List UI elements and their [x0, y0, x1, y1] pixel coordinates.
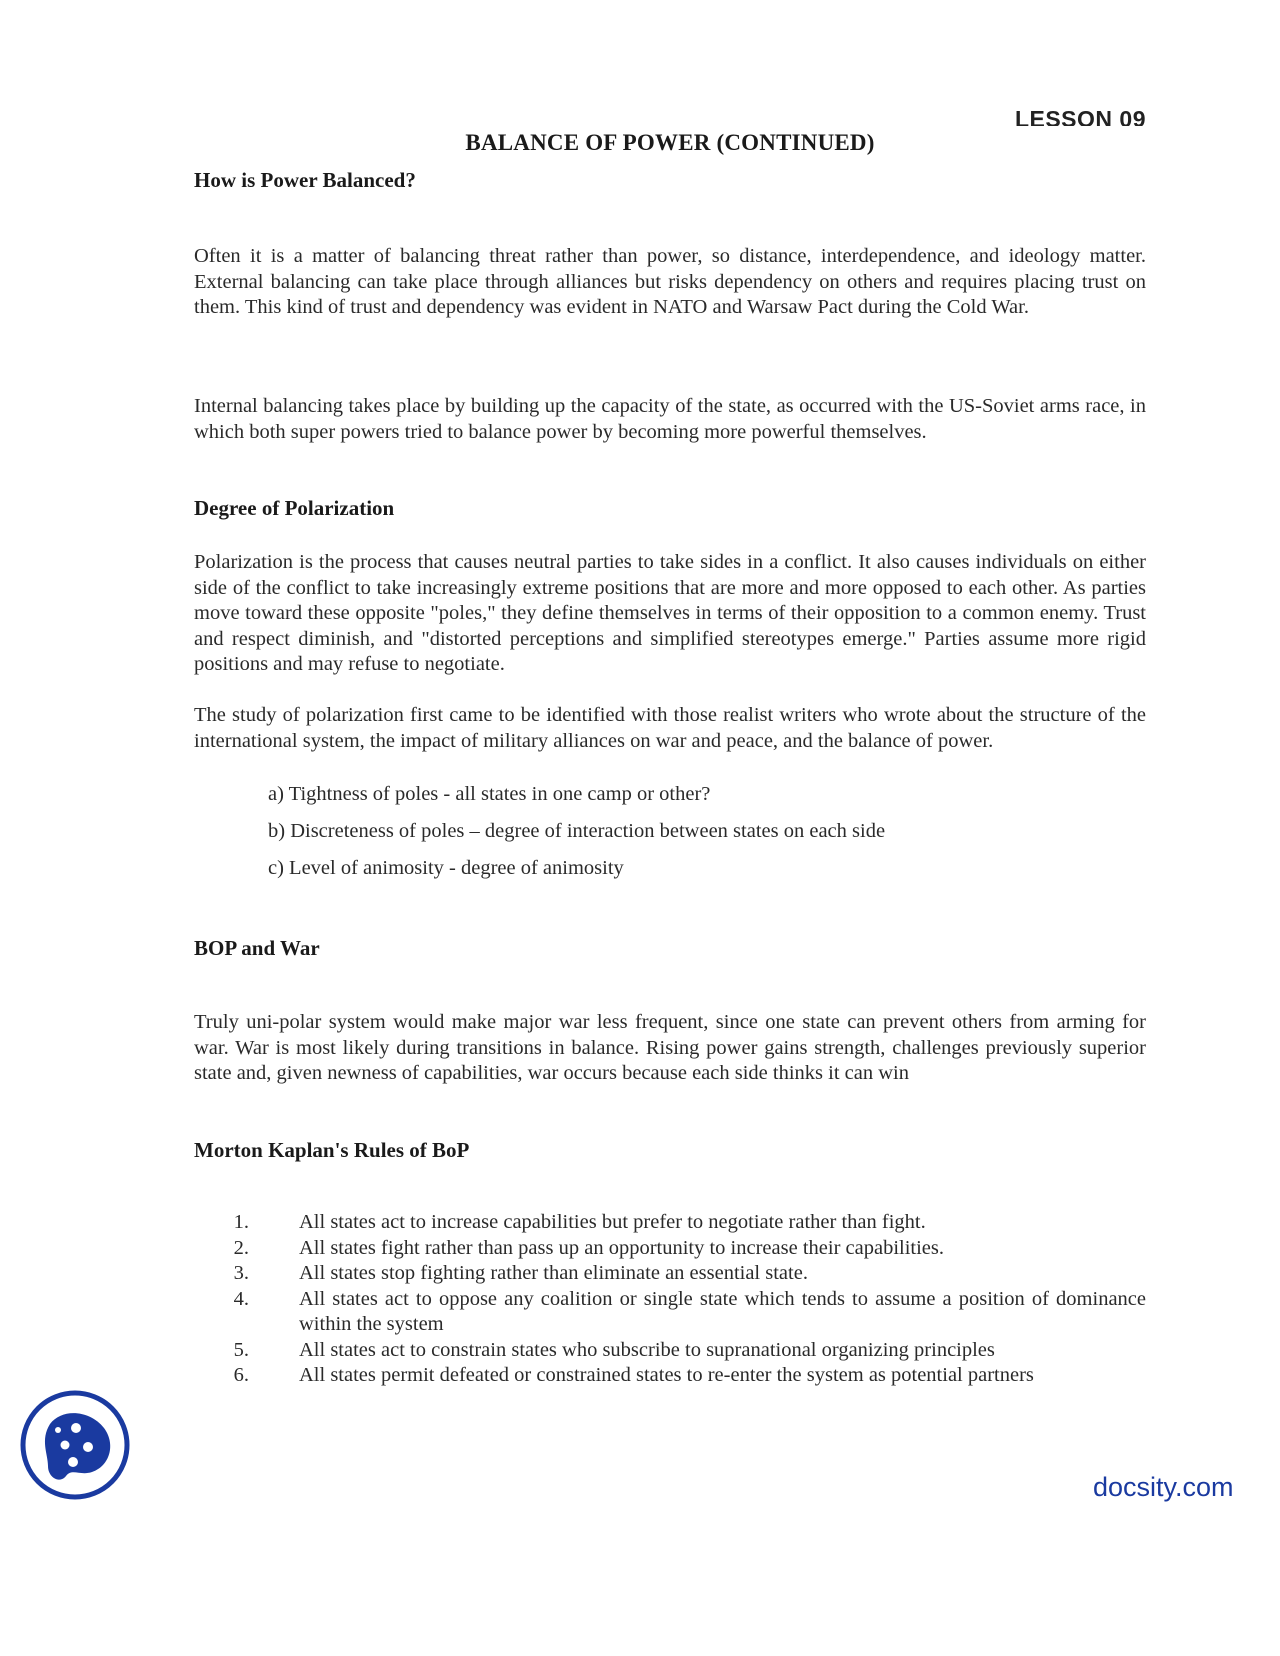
- section-heading-polarization: Degree of Polarization: [194, 496, 395, 520]
- paragraph-bop-war: Truly uni-polar system would make major war less frequent, since one state can prevent others from arming for war. War is most likely during transitions in balance. Rising power gains strength, challenges previously superior state and, given newness of capabilities, war occurs because each side thinks it can win: [194, 1011, 1146, 1084]
- rule-number: 6.: [233, 1364, 249, 1386]
- paragraph-polarization-study: The study of polarization first came to be identified with those realist writers who wrote about the structure of the international system, the impact of military alliances on war and peace, and the balance of power.: [194, 704, 1146, 752]
- list-item: [194, 1363, 1146, 1389]
- lesson-number: LESSON 09: [1014, 106, 1146, 126]
- rule-number: 3.: [233, 1262, 249, 1284]
- section-heading-bop-war: BOP and War: [194, 936, 320, 960]
- rule-text: All states act to constrain states who subscribe to supranational organizing principles: [299, 1338, 995, 1361]
- docsity-logo-icon[interactable]: [20, 1390, 130, 1500]
- rule-text: All states act to increase capabilities but prefer to negotiate rather than fight.: [299, 1211, 926, 1233]
- list-item: c) Level of animosity - degree of animosity: [268, 857, 624, 879]
- section-heading-power-balanced: How is Power Balanced?: [194, 168, 416, 192]
- list-item: [194, 1210, 1146, 1236]
- kaplan-rules-list: [194, 1210, 1146, 1389]
- list-item: [194, 1287, 1146, 1338]
- paragraph-internal-balancing: Internal balancing takes place by building up the capacity of the state, as occurred with the US-Soviet arms race, in which both super powers tried to balance power by becoming more powerful themselves.: [194, 395, 1146, 443]
- list-item: [194, 1261, 1146, 1287]
- rule-text: All states permit defeated or constrained states to re-enter the system as potential partners: [299, 1364, 1034, 1386]
- rule-text: All states act to oppose any coalition or single state which tends to assume a position of dominance within the system: [299, 1287, 1146, 1335]
- list-item: [194, 1236, 1146, 1262]
- rule-text: All states stop fighting rather than eliminate an essential state.: [299, 1262, 808, 1284]
- rule-number: 1.: [233, 1211, 249, 1233]
- section-heading-kaplan: Morton Kaplan's Rules of BoP: [194, 1138, 470, 1162]
- list-item: a) Tightness of poles - all states in one camp or other?: [268, 783, 711, 805]
- rule-number: 5.: [233, 1338, 249, 1361]
- list-item: b) Discreteness of poles – degree of interaction between states on each side: [268, 820, 886, 842]
- rule-text: All states fight rather than pass up an opportunity to increase their capabilities.: [299, 1236, 944, 1259]
- rule-number: 2.: [233, 1236, 249, 1259]
- paragraph-polarization-definition: Polarization is the process that causes neutral parties to take sides in a conflict. It also causes individuals on either side of the conflict to take increasingly extreme positions that are more and more opposed to each other. As parties move toward these opposite "poles," they define themselves in terms of their opposition to a common enemy. Trust and respect diminish, and "distorted perceptions and simplified stereotypes emerge." Parties assume more rigid positions and may refuse to negotiate.: [194, 551, 1146, 675]
- rule-number: 4.: [233, 1287, 249, 1310]
- list-item: [194, 1338, 1146, 1364]
- docsity-brand-link[interactable]: docsity.com: [1093, 1472, 1234, 1502]
- paragraph-external-balancing: Often it is a matter of balancing threat rather than power, so distance, interdependence, and ideology matter. External balancing can take place through alliances but risks dependency on others and requires placing trust on them. This kind of trust and dependency was evident in NATO and Warsaw Pact during the Cold War.: [194, 245, 1146, 318]
- page-title: BALANCE OF POWER (CONTINUED): [465, 130, 875, 155]
